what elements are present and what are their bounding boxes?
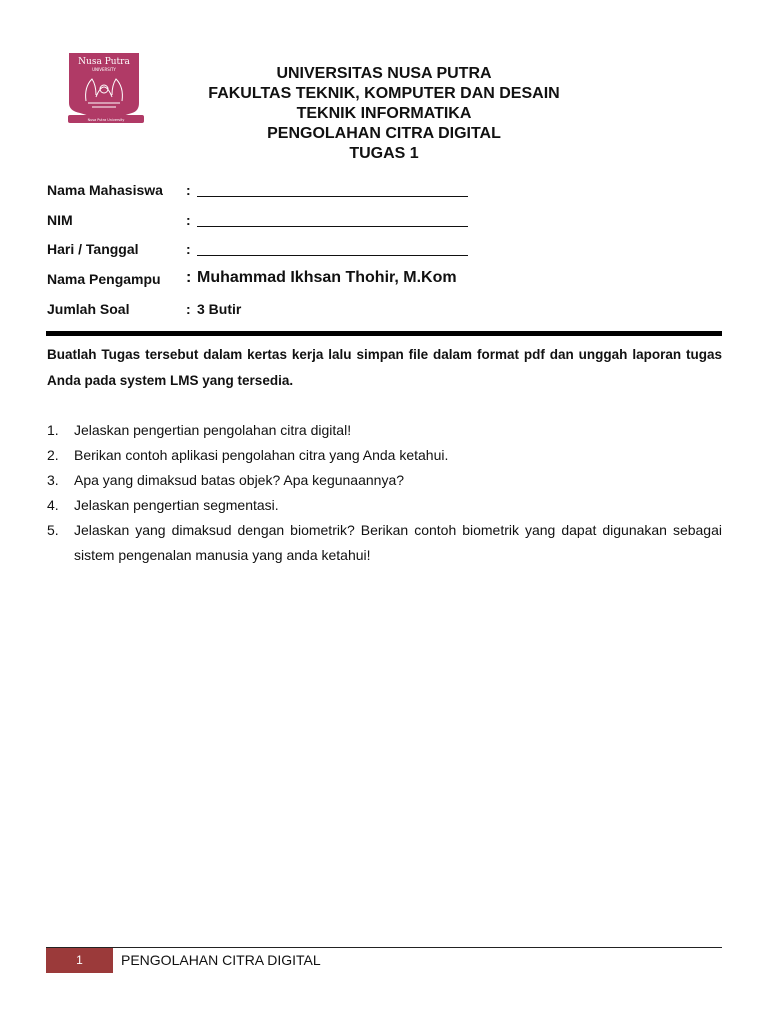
blank-line[interactable] <box>197 196 468 197</box>
field-colon: : <box>186 212 191 228</box>
blank-line[interactable] <box>197 255 468 256</box>
question-number: 5. <box>47 522 59 538</box>
field-label: Nama Mahasiswa <box>47 182 163 198</box>
course-name: PENGOLAHAN CITRA DIGITAL <box>267 125 501 142</box>
program-name: TEKNIK INFORMATIKA <box>296 105 472 122</box>
question-number: 2. <box>47 447 59 463</box>
field-label: NIM <box>47 212 73 228</box>
field-colon: : <box>186 241 191 257</box>
university-name: UNIVERSITAS NUSA PUTRA <box>276 65 492 82</box>
lecturer-name: Muhammad Ikhsan Thohir, M.Kom <box>197 269 457 286</box>
footer-title: PENGOLAHAN CITRA DIGITAL <box>121 952 321 968</box>
document-header <box>120 64 648 164</box>
question-text: Berikan contoh aplikasi pengolahan citra yang Anda ketahui. <box>74 447 449 463</box>
field-label: Nama Pengampu <box>47 271 161 287</box>
blank-line[interactable] <box>197 226 468 227</box>
question-number: 4. <box>47 497 59 513</box>
question-number: 1. <box>47 422 59 438</box>
list-item <box>47 468 722 493</box>
question-text: Jelaskan pengertian segmentasi. <box>74 497 279 513</box>
field-colon: : <box>186 269 192 286</box>
question-text: Jelaskan pengertian pengolahan citra digital! <box>74 422 352 438</box>
question-text: Jelaskan yang dimaksud dengan biometrik? Berikan contoh biometrik yang dapat digunakan sebagai sistem pengenalan manusia yang anda ketahui! <box>74 522 722 563</box>
question-count: 3 Butir <box>197 301 242 317</box>
question-text: Apa yang dimaksud batas objek? Apa kegunaannya? <box>74 472 405 488</box>
question-number: 3. <box>47 472 59 488</box>
list-item <box>47 518 722 568</box>
faculty-name: FAKULTAS TEKNIK, KOMPUTER DAN DESAIN <box>208 85 560 102</box>
field-colon: : <box>186 301 191 317</box>
header-divider <box>46 331 722 336</box>
logo-university-text: UNIVERSITY <box>92 67 116 72</box>
page-number: 1 <box>76 953 83 967</box>
footer-divider <box>46 947 722 948</box>
page-number-box <box>46 948 113 973</box>
question-list <box>47 418 722 568</box>
logo-name-text: Nusa Putra <box>78 57 130 67</box>
list-item <box>47 443 722 468</box>
list-item <box>47 418 722 443</box>
instructions-text: Buatlah Tugas tersebut dalam kertas kerja lalu simpan file dalam format pdf dan unggah laporan tugas Anda pada system LMS yang tersedia. <box>47 347 722 388</box>
field-label: Jumlah Soal <box>47 301 130 317</box>
logo-motto-text: Nusa Putra University <box>87 118 125 122</box>
field-label: Hari / Tanggal <box>47 241 139 257</box>
field-colon: : <box>186 182 191 198</box>
list-item <box>47 493 722 518</box>
assignment-title: TUGAS 1 <box>349 145 419 162</box>
